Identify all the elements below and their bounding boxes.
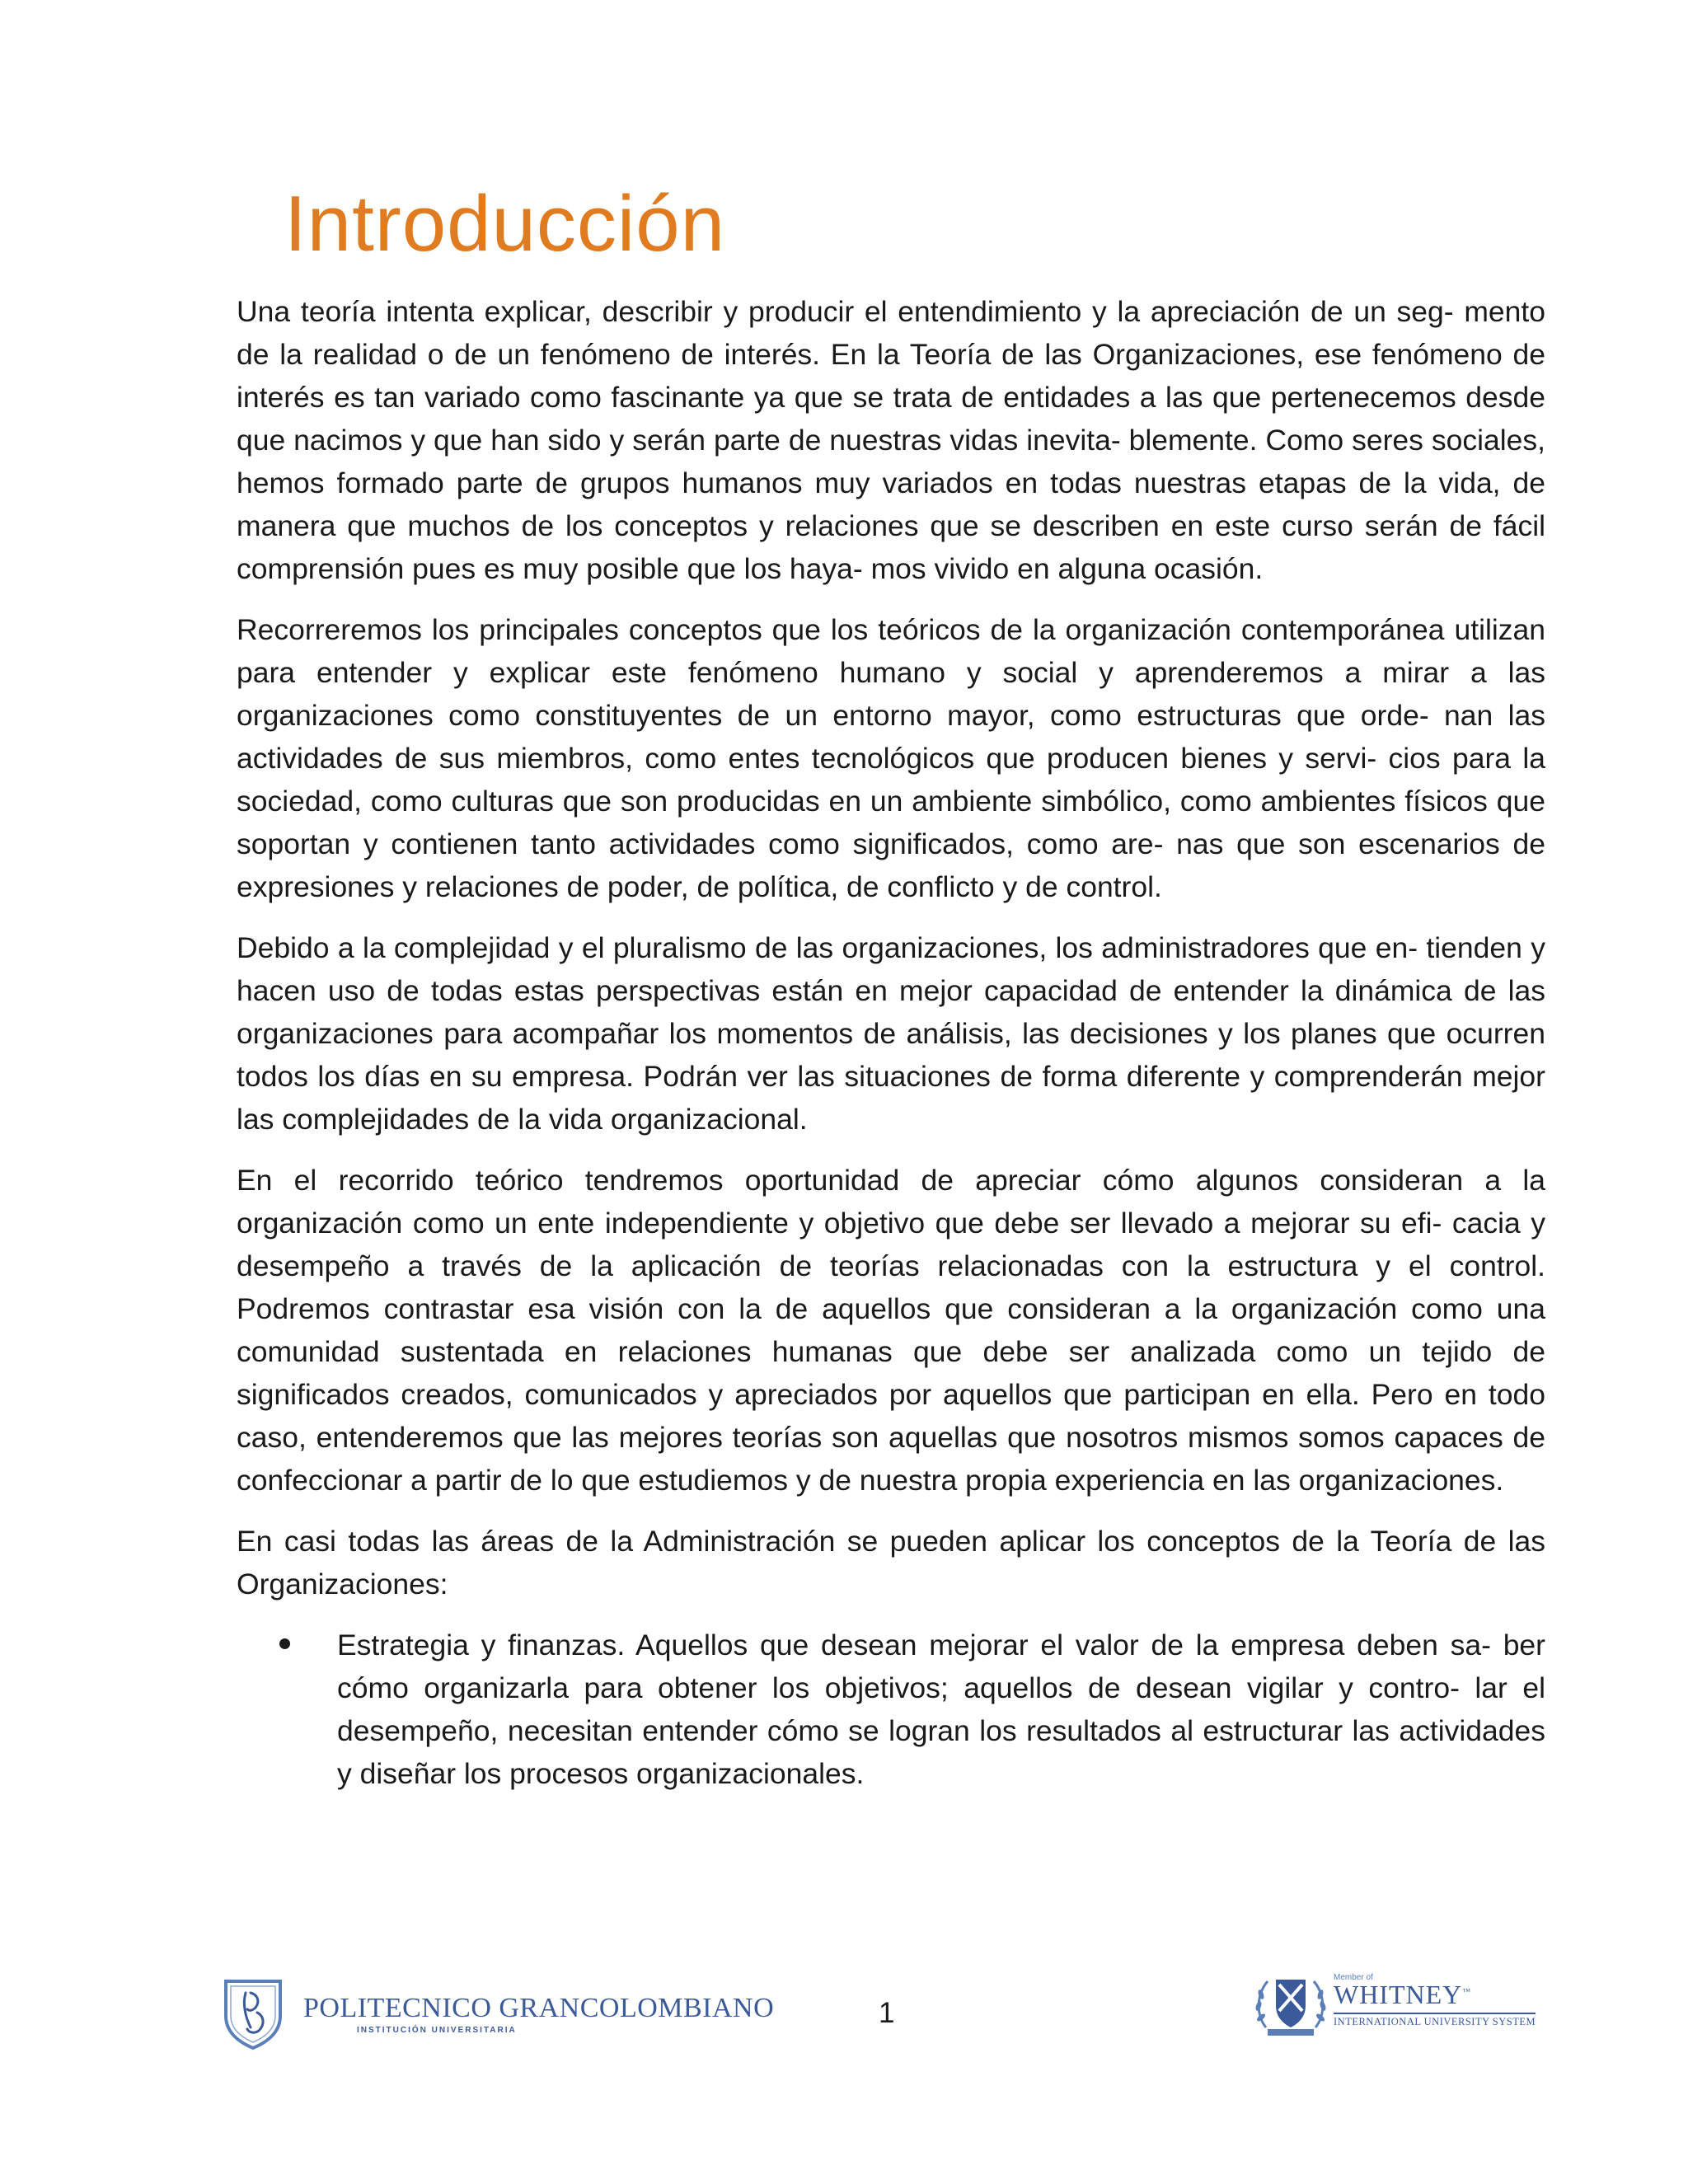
body-text	[237, 290, 1545, 1795]
crest-shield-icon	[221, 1976, 285, 2050]
paragraph: Recorreremos los principales conceptos que los teóricos de la organización contemporánea utilizan para entender y explicar este fenómeno humano y social y aprenderemos a mirar a las organizaciones como constituyentes de un entorno mayor, como estructuras que orde- nan las actividades de sus miembros, como entes tecnológicos que producen bienes y servi- cios para la sociedad, como culturas que son producidas en un ambiente simbólico, como ambientes físicos que soportan y contienen tanto actividades como significados, como are- nas que son escenarios de expresiones y relaciones de poder, de política, de conflicto y de control.	[237, 613, 1545, 903]
whitney-name	[1334, 1980, 1471, 2010]
whitney-logo	[1251, 1970, 1548, 2044]
paragraph: Una teoría intenta explicar, describir y producir el entendimiento y la apreciación de un seg- mento de la realidad o de un fenómeno de interés. En la Teoría de las Organizaciones, ese fenómeno de interés es tan variado como fascinante ya que se trata de entidades a las que pertenecemos desde que nacimos y que han sido y serán parte de nuestras vidas inevita- blemente. Como seres sociales, hemos formado parte de grupos humanos muy variados en todas nuestras etapas de la vida, de manera que muchos de los conceptos y relaciones que se describen en este curso serán de fácil comprensión pues es muy posible que los haya- mos vivido en alguna ocasión.	[237, 295, 1545, 585]
whitney-subtitle: INTERNATIONAL UNIVERSITY SYSTEM	[1334, 2013, 1536, 2028]
bullet-icon	[279, 1638, 290, 1649]
whitney-name-text: WHITNEY	[1334, 1980, 1463, 2009]
logo-subtitle: INSTITUCIÓN UNIVERSITARIA	[357, 2026, 517, 2035]
politecnico-logo	[221, 1976, 775, 2050]
trademark-mark: ™	[1462, 1987, 1472, 1997]
laurel-wreath-crest-icon	[1251, 1970, 1330, 2041]
paragraph: En el recorrido teórico tendremos oportunidad de apreciar cómo algunos consideran a la organización como un ente independiente y objetivo que debe ser llevado a mejorar su efi- cacia y desempeño a través de la aplicación de teorías relacionadas con la estructura y el control. Podremos contrastar esa visión con la de aquellos que consideran a la organización como una comunidad sustentada en relaciones humanas que debe ser analizada como un tejido de significados creados, comunicados y apreciados por aquellos que participan en ella. Pero en todo caso, entenderemos que las mejores teorías son aquellas que nosotros mismos somos capaces de confeccionar a partir de lo que estudiemos y de nuestra propia experiencia en las organizaciones.	[237, 1164, 1545, 1497]
list-item	[337, 1624, 1545, 1795]
paragraph: En casi todas las áreas de la Administración se pueden aplicar los conceptos de la Teoría de las Organizaciones:	[237, 1525, 1545, 1601]
bullet-list	[237, 1624, 1545, 1795]
page-footer	[0, 1970, 1688, 2052]
member-of-label: Member of	[1334, 1973, 1373, 1982]
page-title: Introducción	[284, 180, 725, 268]
paragraph: Debido a la complejidad y el pluralismo de las organizaciones, los administradores que en- tienden y hacen uso de todas estas perspectivas están en mejor capacidad de entender la dinámica de las organizaciones para acompañar los momentos de análisis, las decisiones y los planes que ocurren todos los días en su empresa. Podrán ver las situaciones de forma diferente y comprenderán mejor las complejidades de la vida organizacional.	[237, 931, 1545, 1136]
list-item-text: Estrategia y finanzas. Aquellos que desean mejorar el valor de la empresa deben sa- ber cómo organizarla para obtener los objetivos; aquellos de desean vigilar y contro- lar el desempeño, necesitan entender cómo se logran los resultados al estructurar las actividades y diseñar los procesos organizacionales.	[337, 1629, 1545, 1790]
page-number: 1	[879, 1997, 895, 2029]
logo-name: POLITECNICO GRANCOLOMBIANO	[303, 1993, 775, 2023]
